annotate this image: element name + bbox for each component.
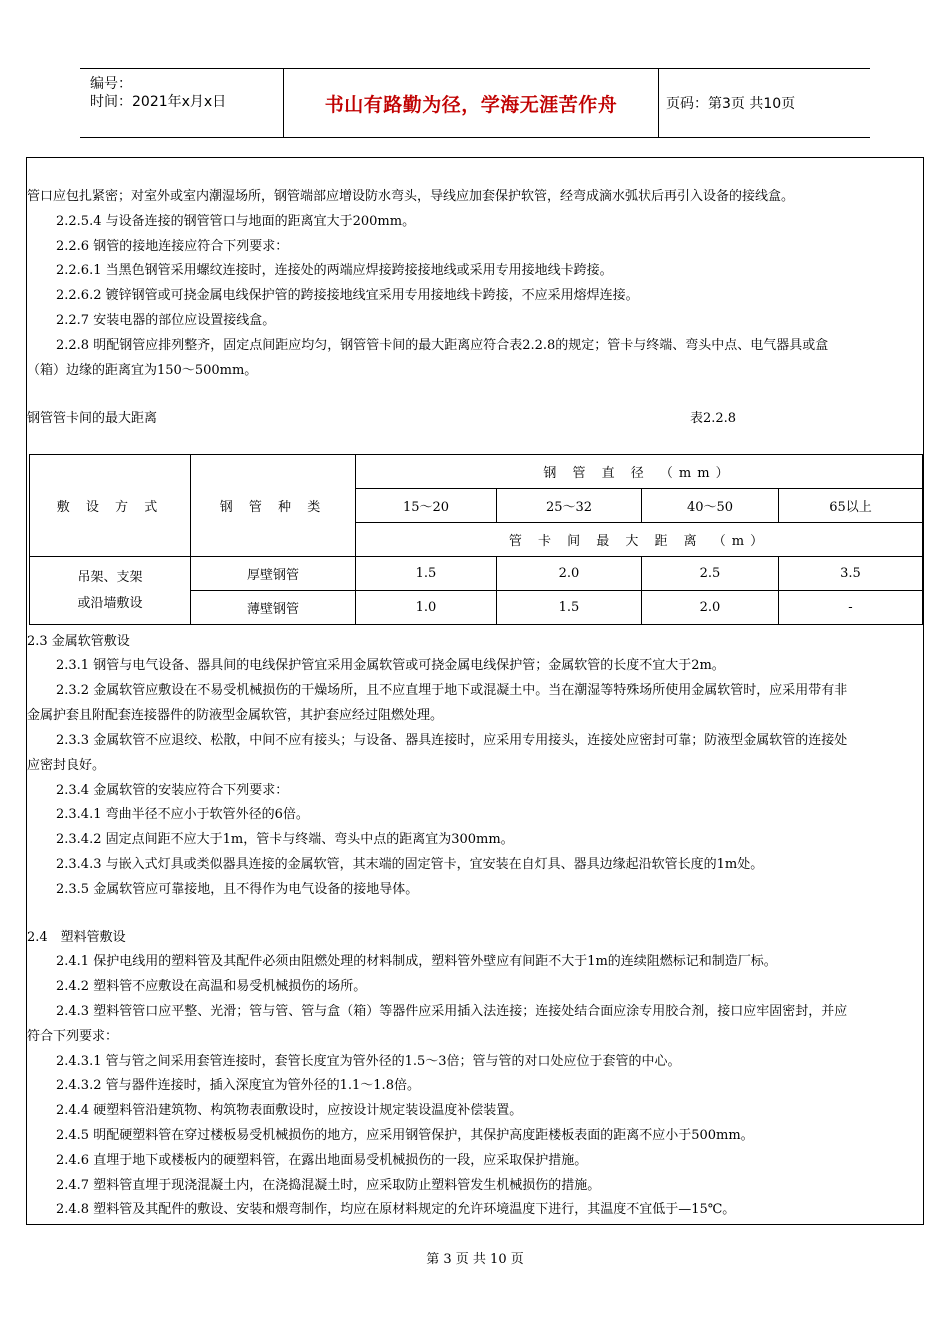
paragraph: 2.4.8 塑料管及其配件的敷设、安装和煨弯制作，均应在原材料规定的允许环境温度下进行，其温度不宜低于—15℃。 (56, 1202, 736, 1217)
page-header (80, 68, 870, 138)
paragraph: 2.3.4.3 与嵌入式灯具或类似器具连接的金属软管，其末端的固定管卡，宜安装在自灯具、器具边缘起沿软管长度的1m处。 (56, 857, 764, 872)
section-heading: 2.4 塑料管敷设 (27, 930, 126, 945)
table-type-cell: 厚壁钢管 (191, 557, 356, 591)
section-heading: 2.3 金属软管敷设 (27, 634, 130, 649)
paragraph: 2.4.3.2 管与器件连接时，插入深度宜为管外径的1.1～1.8倍。 (56, 1078, 420, 1093)
paragraph: 2.2.6.2 镀锌钢管或可挠金属电线保护管的跨接接地线宜采用专用接地线卡跨接，不应采用熔焊连接。 (56, 288, 639, 303)
paragraph: 应密封良好。 (27, 758, 106, 773)
table-caption: 钢管管卡间的最大距离 (27, 411, 158, 426)
paragraph: 2.2.7 安装电器的部位应设置接线盒。 (56, 313, 276, 328)
paragraph: 2.4.5 明配硬塑料管在穿过楼板易受机械损伤的地方，应采用钢管保护，其保护高度距楼板表面的距离不应小于500mm。 (56, 1128, 754, 1143)
table-method-line: 或沿墙敷设 (77, 595, 143, 611)
paragraph: 2.4.4 硬塑料管沿建筑物、构筑物表面敷设时，应按设计规定装设温度补偿装置。 (56, 1103, 523, 1118)
table-value-cell: 1.5 (497, 591, 642, 625)
table-value-cell: - (779, 591, 923, 625)
paragraph: 2.4.3 塑料管管口应平整、光滑；管与管、管与盒（箱）等器件应采用插入法连接；连接处结合面应涂专用胶合剂，接口应牢固密封，并应 (56, 1004, 848, 1019)
header-page-label: 页码：第3页 共10页 (666, 96, 796, 112)
table-diameter-cell: 65以上 (779, 489, 923, 523)
table-header-diameter: 钢 管 直 径 （mm） (356, 455, 923, 489)
paragraph: 2.4.3.1 管与管之间采用套管连接时，套管长度宜为管外径的1.5～3倍；管与管的对口处应位于套管的中心。 (56, 1054, 681, 1069)
table-diameter-cell: 15～20 (356, 489, 497, 523)
paragraph: 2.2.8 明配钢管应排列整齐，固定点间距应均匀，钢管管卡间的最大距离应符合表2.2.8的规定；管卡与终端、弯头中点、电气器具或盒 (56, 338, 829, 353)
paragraph: 2.3.4.2 固定点间距不应大于1m，管卡与终端、弯头中点的距离宜为300mm。 (56, 832, 514, 847)
paragraph: 2.4.1 保护电线用的塑料管及其配件必须由阻燃处理的材料制成，塑料管外壁应有间距不大于1m的连续阻燃标记和制造厂标。 (56, 954, 777, 969)
paragraph: 2.3.2 金属软管应敷设在不易受机械损伤的干燥场所，且不应直埋于地下或混凝土中。当在潮湿等特殊场所使用金属软管时，应采用带有非 (56, 683, 848, 698)
paragraph: 2.3.4.1 弯曲半径不应小于软管外径的6倍。 (56, 807, 309, 822)
paragraph: 管口应包扎紧密；对室外或室内潮湿场所，钢管端部应增设防水弯头，导线应加套保护软管，经弯成滴水弧状后再引入设备的接线盒。 (27, 189, 795, 204)
paragraph: （箱）边缘的距离宜为150～500mm。 (27, 363, 258, 378)
paragraph: 2.2.5.4 与设备连接的钢管管口与地面的距离宜大于200mm。 (56, 214, 416, 229)
paragraph: 2.4.7 塑料管直埋于现浇混凝土内，在浇捣混凝土时，应采取防止塑料管发生机械损伤的措施。 (56, 1178, 601, 1193)
table-value-cell: 2.0 (642, 591, 779, 625)
header-motto: 书山有路勤为径，学海无涯苦作舟 (324, 93, 618, 116)
table-header-method: 敷 设 方 式 (30, 455, 191, 557)
table-method-line: 吊架、支架 (77, 569, 143, 585)
paragraph: 符合下列要求： (27, 1029, 119, 1044)
table-header-type: 钢 管 种 类 (191, 455, 356, 557)
table-value-cell: 2.5 (642, 557, 779, 591)
paragraph: 2.2.6.1 当黑色钢管采用螺纹连接时，连接处的两端应焊接跨接接地线或采用专用接地线卡跨接。 (56, 263, 613, 278)
paragraph: 2.4.6 直埋于地下或楼板内的硬塑料管，在露出地面易受机械损伤的一段，应采取保护措施。 (56, 1153, 588, 1168)
paragraph: 2.3.3 金属软管不应退绞、松散，中间不应有接头；与设备、器具连接时，应采用专用接头，连接处应密封可靠；防液型金属软管的连接处 (56, 733, 848, 748)
table-value-cell: 3.5 (779, 557, 923, 591)
table-diameter-cell: 40～50 (642, 489, 779, 523)
paragraph: 2.4.2 塑料管不应敷设在高温和易受机械损伤的场所。 (56, 979, 367, 994)
doc-date-label: 时间：2021年x月x日 (90, 94, 227, 110)
table-value-cell: 1.5 (356, 557, 497, 591)
paragraph: 2.3.4 金属软管的安装应符合下列要求： (56, 783, 289, 798)
page-footer: 第 3 页 共 10 页 (426, 1252, 524, 1267)
table-diameter-cell: 25～32 (497, 489, 642, 523)
paragraph: 2.2.6 钢管的接地连接应符合下列要求： (56, 239, 289, 254)
table-number: 表2.2.8 (690, 411, 737, 426)
table-header-distance: 管 卡 间 最 大 距 离 （m） (356, 523, 923, 557)
paragraph: 金属护套且附配套连接器件的防液型金属软管，其护套应经过阻燃处理。 (27, 708, 444, 723)
header-page-cell (658, 69, 870, 137)
doc-number-label: 编号： (90, 76, 132, 92)
table-type-cell: 薄壁钢管 (191, 591, 356, 625)
steel-pipe-clamp-table (29, 454, 923, 625)
paragraph: 2.3.1 钢管与电气设备、器具间的电线保护管宜采用金属软管或可挠金属电线保护管；金属软管的长度不宜大于2m。 (56, 658, 725, 673)
table-method-cell (30, 557, 191, 625)
content-frame (26, 157, 924, 1225)
table-value-cell: 1.0 (356, 591, 497, 625)
paragraph: 2.3.5 金属软管应可靠接地，且不得作为电气设备的接地导体。 (56, 882, 419, 897)
table-value-cell: 2.0 (497, 557, 642, 591)
header-meta (80, 69, 283, 137)
header-motto-cell (283, 69, 659, 137)
